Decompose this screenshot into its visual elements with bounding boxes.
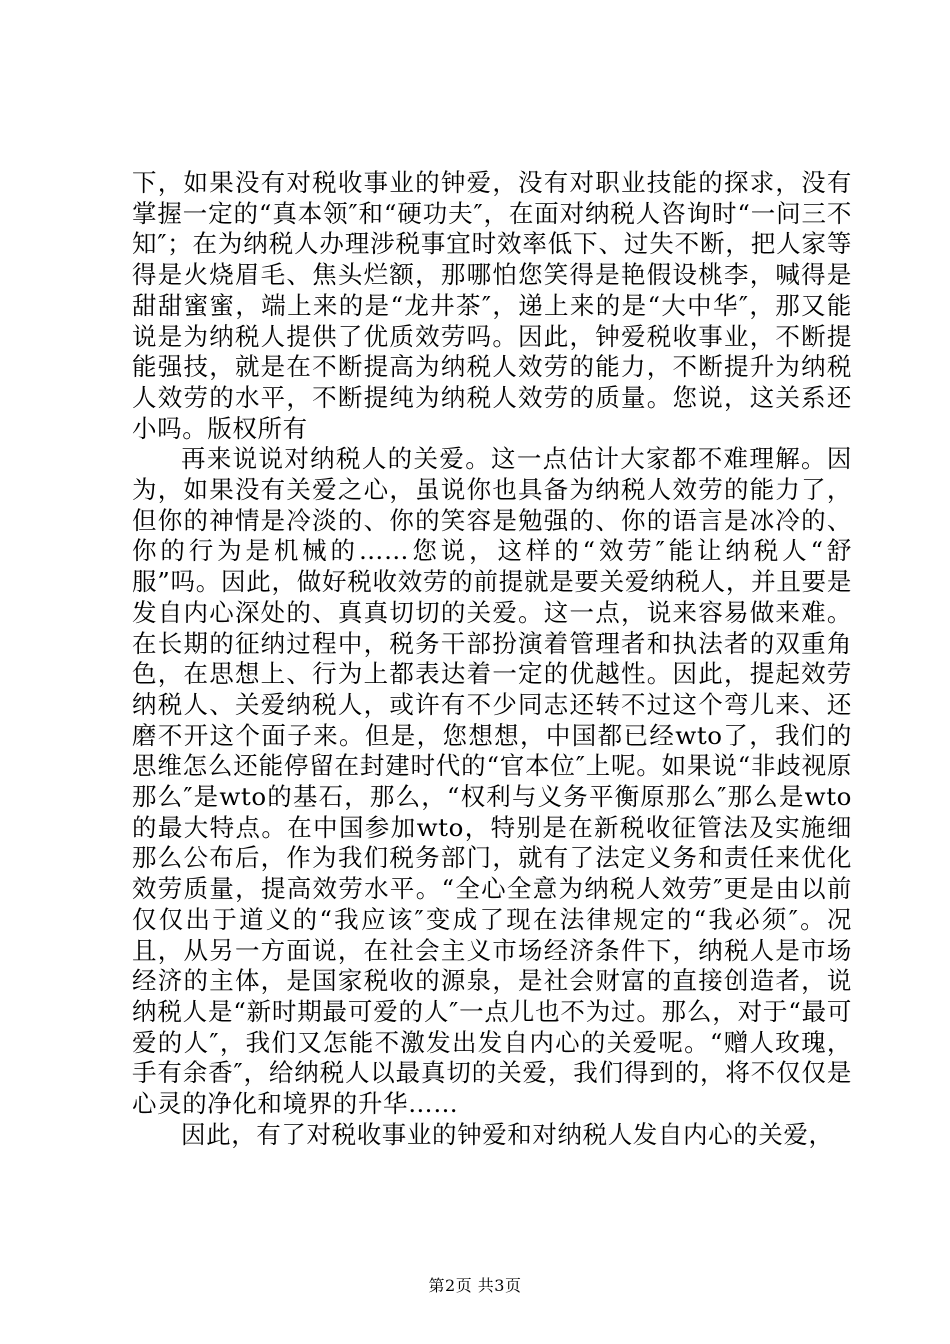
page-number: 第2页 共3页 <box>428 1276 522 1295</box>
body-text <box>132 168 852 1151</box>
page-footer <box>0 1276 950 1296</box>
paragraph-2: 再来说说对纳税人的关爱。这一点估计大家都不难理解。因为，如果没有关爱之心，虽说你也具备为纳税人效劳的能力了，但你的神情是冷淡的、你的笑容是勉强的、你的语言是冰冷的、你的行为是机械的……您说，这样的“效劳″能让纳税人“舒服”吗。因此，做好税收效劳的前提就是要关爱纳税人，并且要是发自内心深处的、真真切切的关爱。这一点，说来容易做来难。在长期的征纳过程中，税务干部扮演着管理者和执法者的双重角色，在思想上、行为上都表达着一定的优越性。因此，提起效劳纳税人、关爱纳税人，或许有不少同志还转不过这个弯儿来、还磨不开这个面子来。但是，您想想，中国都已经wto了，我们的思维怎么还能停留在封建时代的“官本位″上呢。如果说“非歧视原那么″是wto的基石，那么，“权利与义务平衡原那么″那么是wto的最大特点。在中国参加wto，特别是在新税收征管法及实施细那么公布后，作为我们税务部门，就有了法定义务和责任来优化效劳质量，提高效劳水平。“全心全意为纳税人效劳″更是由以前仅仅出于道义的“我应该″变成了现在法律规定的“我必须″。况且，从另一方面说，在社会主义市场经济条件下，纳税人是市场经济的主体，是国家税收的源泉，是社会财富的直接创造者，说纳税人是“新时期最可爱的人″一点儿也不为过。那么，对于“最可爱的人″，我们又怎能不激发出发自内心的关爱呢。“赠人玫瑰，手有余香″，给纳税人以最真切的关爱，我们得到的，将不仅仅是心灵的净化和境界的升华…… <box>132 444 852 1119</box>
paragraph-1: 下，如果没有对税收事业的钟爱，没有对职业技能的探求，没有掌握一定的“真本领″和“硬功夫″，在面对纳税人咨询时“一问三不知″；在为纳税人办理涉税事宜时效率低下、过失不断，把人家等得是火烧眉毛、焦头烂额，那哪怕您笑得是艳假设桃李，喊得是甜甜蜜蜜，端上来的是“龙井茶″，递上来的是“大中华″，那又能说是为纳税人提供了优质效劳吗。因此，钟爱税收事业，不断提能强技，就是在不断提高为纳税人效劳的能力，不断提升为纳税人效劳的水平，不断提纯为纳税人效劳的质量。您说，这关系还小吗。版权所有 <box>132 168 852 443</box>
paragraph-3: 因此，有了对税收事业的钟爱和对纳税人发自内心的关爱， <box>181 1119 834 1149</box>
